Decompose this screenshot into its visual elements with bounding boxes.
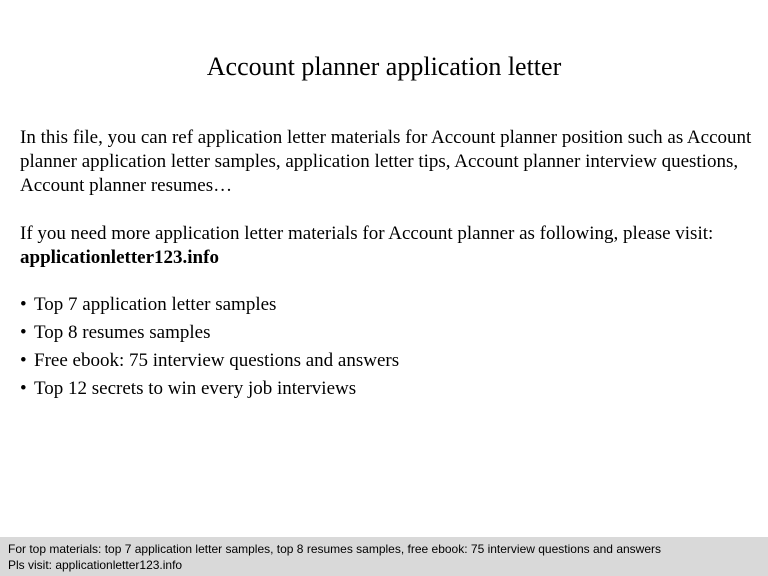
visit-paragraph	[20, 222, 760, 270]
slide-title: Account planner application letter	[206, 52, 562, 81]
bullet-text: Free ebook: 75 interview questions and answers	[34, 350, 400, 371]
footer-bar	[0, 537, 768, 576]
list-item	[20, 319, 760, 347]
bullet-icon: •	[20, 378, 27, 399]
bullet-list	[20, 291, 760, 403]
bullet-text: Top 12 secrets to win every job interviews	[34, 378, 357, 399]
list-item	[20, 291, 760, 319]
list-item	[20, 375, 760, 403]
bullet-text: Top 8 resumes samples	[34, 322, 211, 343]
bullet-text: Top 7 application letter samples	[34, 294, 277, 315]
bullet-icon: •	[20, 294, 27, 315]
footer-line-visit[interactable]: Pls visit: applicationletter123.info	[8, 558, 183, 572]
list-item	[20, 347, 760, 375]
intro-paragraph: In this file, you can ref application letter materials for Account planner position such as Account planner application letter samples, application letter tips, Account planner interview questions, Account planner resumes…	[20, 127, 752, 196]
visit-link[interactable]: applicationletter123.info	[20, 247, 219, 268]
footer-line-materials: For top materials: top 7 application letter samples, top 8 resumes samples, free ebook: 75 interview questions and answers	[8, 542, 661, 556]
bullet-icon: •	[20, 350, 27, 371]
bullet-icon: •	[20, 322, 27, 343]
visit-text: If you need more application letter materials for Account planner as following, please visit:	[20, 223, 714, 244]
